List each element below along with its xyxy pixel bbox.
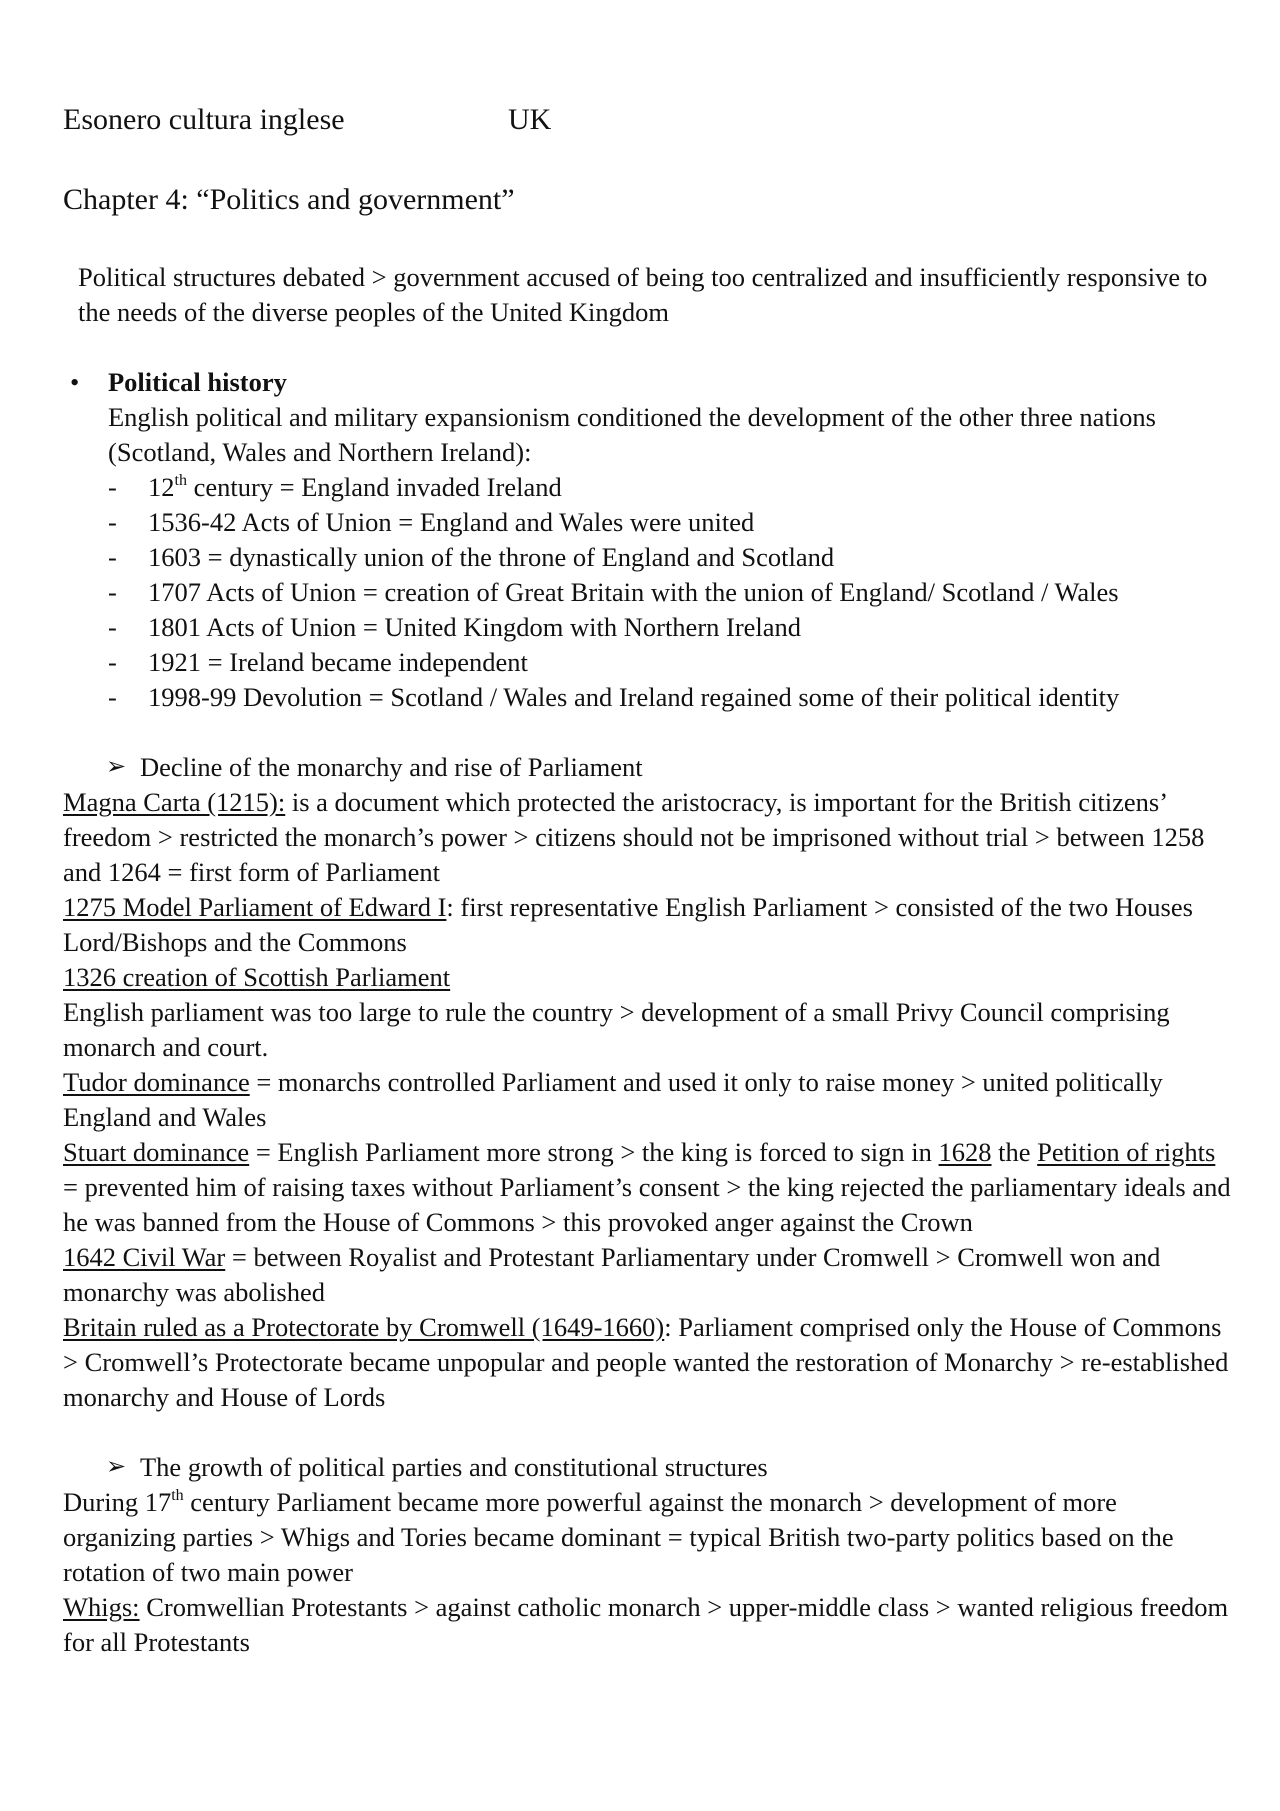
growth-paragraph: During 17th century Parliament became more powerful against the monarch > development of more organizing parties > Whigs and Tories became dominant = typical British two-party politics based on the rotation of two main power — [63, 1487, 1174, 1587]
list-item: - 1998-99 Devolution = Scotland / Wales and Ireland regained some of their political identity — [63, 680, 1233, 715]
model-parliament-paragraph: 1275 Model Parliament of Edward I: first representative English Parliament > consisted of the two Houses Lord/Bishops and the Commons — [63, 892, 1193, 957]
list-item: - 1707 Acts of Union = creation of Great Britain with the union of England/ Scotland / Wales — [63, 575, 1233, 610]
list-item: - 1801 Acts of Union = United Kingdom with Northern Ireland — [63, 610, 1233, 645]
dash-icon: - — [108, 612, 117, 642]
scottish-parliament-line: 1326 creation of Scottish Parliament — [63, 962, 451, 992]
subheading-growth: ➢ The growth of political parties and constitutional structures — [63, 1450, 1233, 1485]
stuart-paragraph: Stuart dominance = English Parliament more strong > the king is forced to sign in 1628 the Petition of rights = prevented him of raising taxes without Parliament’s consent > the king rejected the parliamentary ideals and he was banned from the House of Commons > this provoked anger against the Crown — [63, 1137, 1231, 1237]
arrow-bullet-icon: ➢ — [106, 754, 127, 780]
section-text: English political and military expansionism conditioned the development of the other three nations (Scotland, Wales and Northern Ireland): — [108, 402, 1156, 467]
document-tag: UK — [508, 103, 552, 136]
intro-paragraph: Political structures debated > government accused of being too centralized and insufficiently responsive to the needs of the diverse peoples of the United Kingdom — [78, 262, 1208, 327]
list-item: - 1536-42 Acts of Union = England and Wales were united — [63, 505, 1233, 540]
dash-icon: - — [108, 542, 117, 572]
dash-icon: - — [108, 647, 117, 677]
dash-icon: - — [108, 577, 117, 607]
document-header — [63, 100, 552, 140]
list-item: - 1921 = Ireland became independent — [63, 645, 1233, 680]
dash-icon: - — [108, 472, 117, 502]
political-history-section — [63, 365, 1233, 470]
arrow-bullet-icon: ➢ — [106, 1454, 127, 1480]
civil-war-paragraph: 1642 Civil War = between Royalist and Protestant Parliamentary under Cromwell > Cromwell won and monarchy was abolished — [63, 1242, 1161, 1307]
subheading-decline: ➢ Decline of the monarchy and rise of Parliament — [63, 750, 1233, 785]
document-title: Esonero cultura inglese — [63, 103, 345, 136]
history-list — [63, 470, 1233, 715]
document-body — [63, 260, 1233, 1660]
magna-carta-paragraph: Magna Carta (1215): is a document which protected the aristocracy, is important for the British citizens’ freedom > restricted the monarch’s power > citizens should not be imprisoned without trial > between 1258 and 1264 = first form of Parliament — [63, 787, 1205, 887]
list-item: - 12th century = England invaded Ireland — [63, 470, 1233, 505]
section-heading: Political history — [108, 367, 287, 397]
chapter-title: Chapter 4: “Politics and government” — [63, 183, 515, 216]
protectorate-paragraph: Britain ruled as a Protectorate by Cromwell (1649-1660): Parliament comprised only the House of Commons > Cromwell’s Protectorate became unpopular and people wanted the restoration of Monarchy > re-established monarchy and House of Lords — [63, 1312, 1229, 1412]
tudor-paragraph: Tudor dominance = monarchs controlled Parliament and used it only to raise money > united politically England and Wales — [63, 1067, 1163, 1132]
dash-icon: - — [108, 507, 117, 537]
list-item: - 1603 = dynastically union of the throne of England and Scotland — [63, 540, 1233, 575]
whigs-paragraph: Whigs: Cromwellian Protestants > against catholic monarch > upper-middle class > wanted religious freedom for all Protestants — [63, 1592, 1229, 1657]
bullet-icon: • — [70, 367, 80, 397]
privy-council-paragraph: English parliament was too large to rule the country > development of a small Privy Council comprising monarch and court. — [63, 997, 1170, 1062]
dash-icon: - — [108, 682, 117, 712]
